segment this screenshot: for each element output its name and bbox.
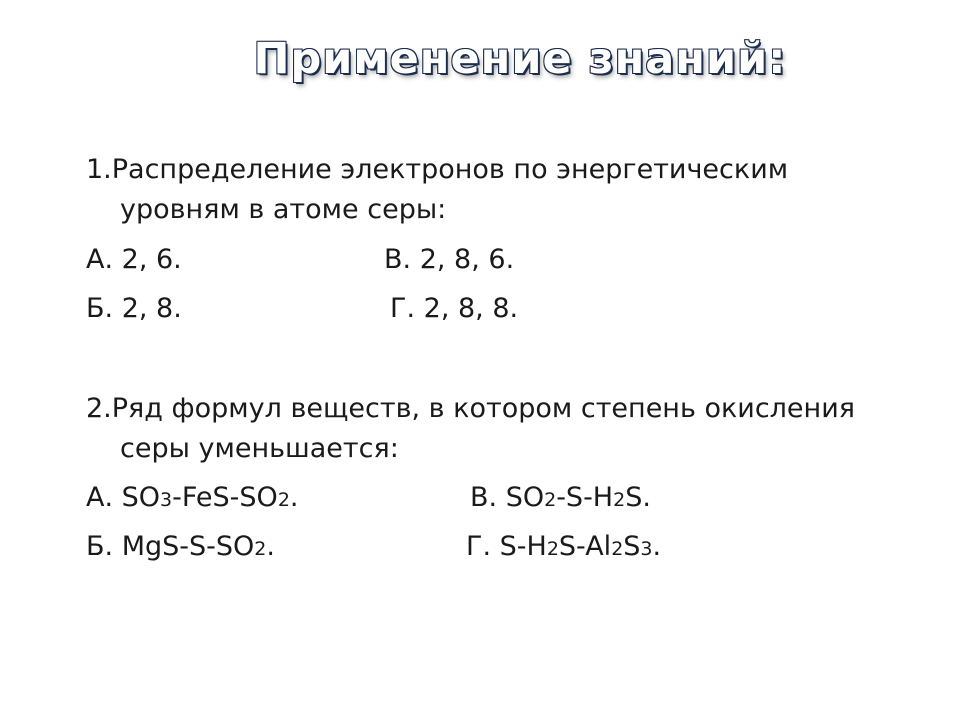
formula-subscript: 2 bbox=[277, 489, 290, 511]
option-text: 2, 8, 6. bbox=[419, 244, 515, 275]
formula-part: S-H bbox=[499, 531, 547, 562]
formula-part: S. bbox=[625, 482, 651, 513]
formula-subscript: 3 bbox=[640, 538, 653, 560]
question-1-option-b bbox=[86, 293, 182, 325]
formula-part: . bbox=[266, 531, 275, 562]
option-label: А. bbox=[86, 482, 122, 513]
formula-subscript: 2 bbox=[613, 489, 626, 511]
option-label: Б. bbox=[86, 293, 122, 324]
formula-part: SO bbox=[505, 482, 545, 513]
question-1-option-g bbox=[390, 293, 518, 325]
option-label: А. bbox=[86, 244, 122, 275]
option-text: 2, 6. bbox=[121, 244, 182, 275]
question-2-prompt-line-1: 2.Ряд формул веществ, в котором степень окисления bbox=[86, 393, 855, 424]
question-2-option-g bbox=[466, 531, 661, 565]
formula-part: S bbox=[623, 531, 641, 562]
formula-subscript: 2 bbox=[254, 538, 267, 560]
question-1-option-v bbox=[384, 244, 514, 276]
formula-subscript: 2 bbox=[544, 489, 557, 511]
question-2-option-b bbox=[86, 531, 275, 565]
option-label: Б. bbox=[86, 531, 122, 562]
question-1-option-a bbox=[86, 244, 182, 276]
formula-part: S-Al bbox=[558, 531, 612, 562]
formula-part: -S-H bbox=[556, 482, 614, 513]
option-text: 2, 8. bbox=[121, 293, 182, 324]
option-label: В. bbox=[470, 482, 506, 513]
formula-subscript: 2 bbox=[611, 538, 624, 560]
formula-part: . bbox=[652, 531, 662, 562]
question-1-prompt-line-1: 1.Распределение электронов по энергетическим bbox=[86, 154, 789, 185]
formula-subscript: 3 bbox=[160, 489, 173, 511]
formula-subscript: 2 bbox=[546, 538, 559, 560]
option-label: Г. bbox=[466, 531, 500, 562]
formula-part: SO bbox=[121, 482, 161, 513]
formula-part: -FeS-SO bbox=[172, 482, 278, 513]
option-text: 2, 8, 8. bbox=[423, 293, 519, 324]
slide-title: Применение знаний: bbox=[253, 34, 787, 84]
formula-part: MgS-S-SO bbox=[121, 531, 255, 562]
option-label: Г. bbox=[390, 293, 424, 324]
question-2-option-v bbox=[470, 482, 651, 516]
question-2-option-a bbox=[86, 482, 299, 516]
option-label: В. bbox=[384, 244, 420, 275]
formula-part: . bbox=[289, 482, 299, 513]
question-2-prompt-line-2: серы уменьшается: bbox=[120, 433, 399, 464]
question-1-prompt-line-2: уровням в атоме серы: bbox=[120, 194, 447, 225]
